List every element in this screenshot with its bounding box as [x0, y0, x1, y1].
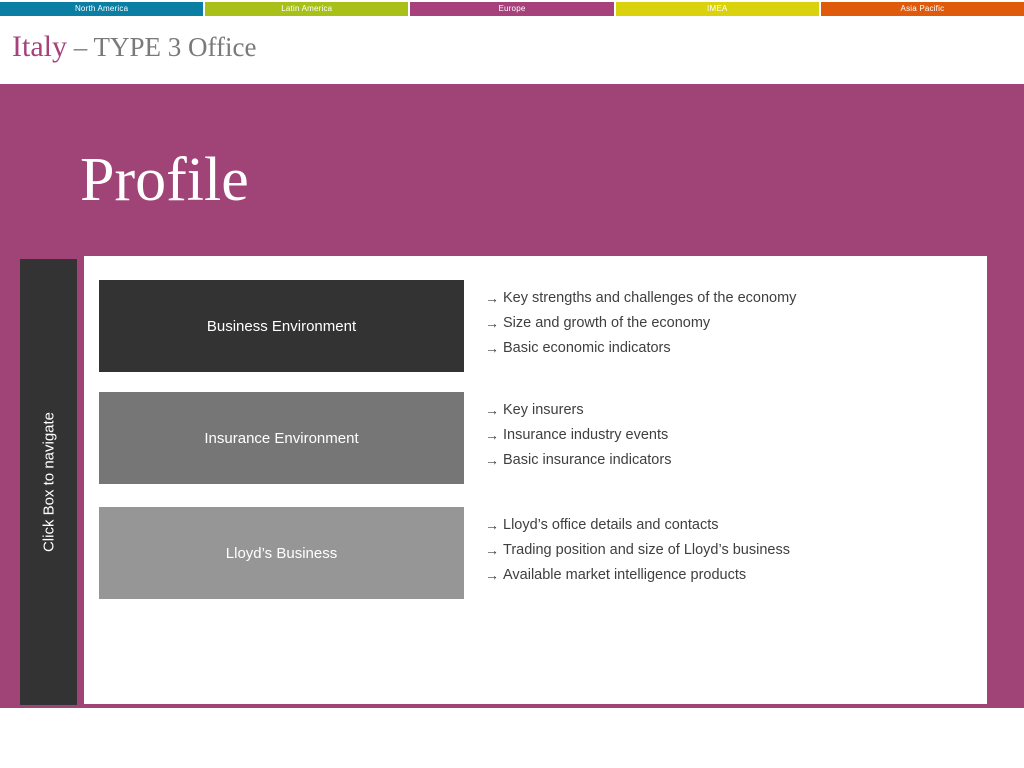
- section-row: [99, 507, 974, 603]
- section-row: [99, 280, 974, 376]
- page-title-suffix: – TYPE 3 Office: [66, 32, 257, 62]
- click-box-to-navigate-tab[interactable]: [20, 259, 77, 705]
- slide-heading: Profile: [80, 146, 249, 214]
- list-item: [485, 423, 974, 448]
- section-bullets: [485, 507, 974, 588]
- section-box-label: Insurance Environment: [204, 429, 359, 447]
- list-item: [485, 513, 974, 538]
- list-item-text: Key strengths and challenges of the economy: [503, 290, 797, 306]
- region-tab-label: North America: [74, 4, 129, 13]
- list-item: [485, 563, 974, 588]
- page-title-country: Italy: [12, 30, 67, 63]
- arrow-icon: →: [485, 452, 499, 468]
- page-title-row: [0, 18, 1024, 84]
- list-item: [485, 286, 974, 311]
- list-item-text: Size and growth of the economy: [503, 315, 711, 331]
- list-item-text: Insurance industry events: [503, 427, 669, 443]
- list-item: [485, 538, 974, 563]
- region-tab-label: Latin America: [281, 4, 333, 13]
- arrow-icon: →: [485, 290, 499, 306]
- region-tab-label: Asia Pacific: [900, 4, 945, 13]
- list-item: [485, 398, 974, 423]
- list-item-text: Basic insurance indicators: [503, 452, 672, 468]
- arrow-icon: →: [485, 402, 499, 418]
- arrow-icon: →: [485, 542, 499, 558]
- arrow-icon: →: [485, 567, 499, 583]
- list-item-text: Basic economic indicators: [503, 340, 671, 356]
- list-item: [485, 336, 974, 361]
- region-tab-europe[interactable]: [410, 2, 613, 16]
- region-tab-asia-pacific[interactable]: [821, 2, 1024, 16]
- arrow-icon: →: [485, 315, 499, 331]
- region-tab-label: Europe: [498, 4, 526, 13]
- arrow-icon: →: [485, 517, 499, 533]
- content-card: [84, 256, 987, 704]
- list-item-text: Key insurers: [503, 402, 584, 418]
- list-item: [485, 448, 974, 473]
- section-box-label: Lloyd’s Business: [225, 544, 338, 562]
- section-box-label: Business Environment: [206, 317, 357, 335]
- region-tab-label: IMEA: [707, 4, 728, 13]
- list-item-text: Lloyd’s office details and contacts: [503, 517, 719, 533]
- list-item-text: Trading position and size of Lloyd’s business: [503, 542, 790, 558]
- section-box-lloyds-business[interactable]: [99, 507, 464, 599]
- section-bullets: [485, 392, 974, 473]
- section-row: [99, 392, 974, 488]
- region-tab-latin-america[interactable]: [205, 2, 408, 16]
- list-item-text: Available market intelligence products: [503, 567, 747, 583]
- section-bullets: [485, 280, 974, 361]
- list-item: [485, 311, 974, 336]
- region-tab-north-america[interactable]: [0, 2, 203, 16]
- region-tab-bar: [0, 0, 1024, 18]
- nav-tab-label: Click Box to navigate: [40, 411, 57, 553]
- arrow-icon: →: [485, 427, 499, 443]
- arrow-icon: →: [485, 340, 499, 356]
- section-box-business-environment[interactable]: [99, 280, 464, 372]
- section-box-insurance-environment[interactable]: [99, 392, 464, 484]
- region-tab-imea[interactable]: [616, 2, 819, 16]
